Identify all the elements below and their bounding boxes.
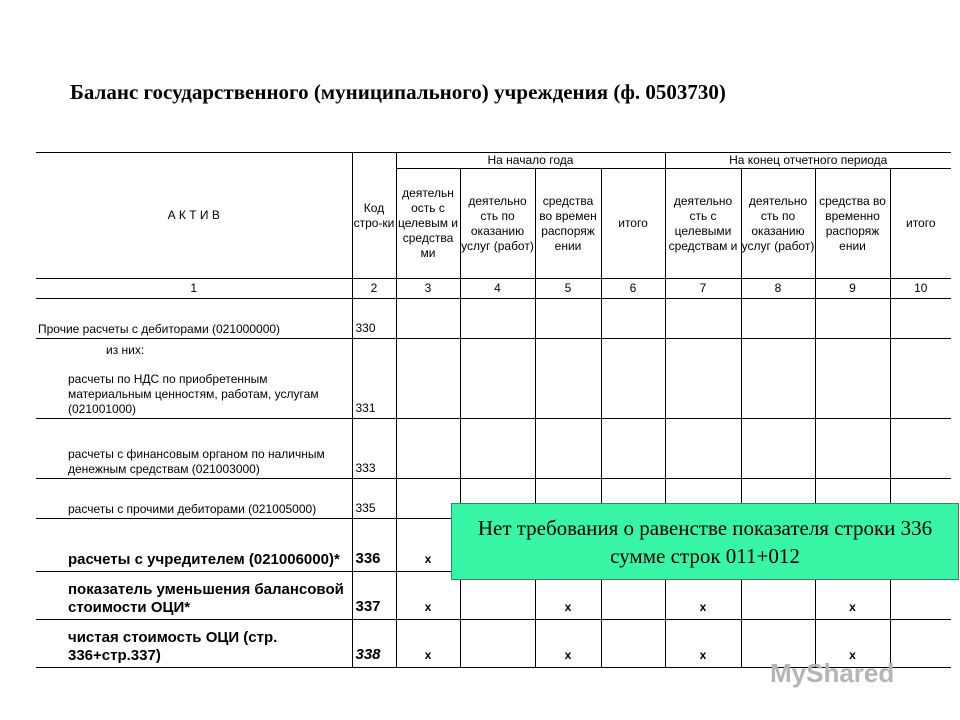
- table-row: [36, 299, 951, 339]
- row-code: 337: [352, 572, 396, 620]
- cross-mark: х: [665, 572, 741, 620]
- note-callout: Нет требования о равенстве показателя строки 336 сумме строк 011+012: [451, 503, 959, 580]
- col-number: 9: [815, 279, 890, 299]
- row-code: 330: [352, 299, 396, 339]
- row-label: расчеты с финансовым органом по наличным денежным средствам (021003000): [36, 419, 352, 479]
- row-label: расчеты с учредителем (021006000)*: [36, 519, 352, 572]
- col-services-end: деятельно сть по оказанию услуг (работ): [741, 169, 815, 279]
- header-code: Код стро-ки: [352, 153, 396, 279]
- row-label: расчеты по НДС по приобретенным материальным ценностям, работам, услугам (021001000): [36, 359, 352, 419]
- row-code: 333: [352, 419, 396, 479]
- col-number: 8: [741, 279, 815, 299]
- page-title: Баланс государственного (муниципального) учреждения (ф. 0503730): [70, 80, 726, 104]
- cross-mark: х: [396, 519, 460, 572]
- balance-table: [36, 152, 951, 668]
- col-temp-end: средства во временно распоряж ении: [815, 169, 890, 279]
- col-total: итого: [601, 169, 665, 279]
- col-number: 3: [396, 279, 460, 299]
- cross-mark: х: [535, 620, 601, 668]
- header-aktiv: А К Т И В: [36, 153, 352, 279]
- cross-mark: х: [815, 620, 890, 668]
- row-label: из них:: [36, 339, 352, 359]
- table-row: [36, 419, 951, 479]
- col-number: 2: [352, 279, 396, 299]
- row-label: показатель уменьшения балансовой стоимости ОЦИ*: [36, 572, 352, 620]
- col-target-end: деятельно сть с целевыми средствам и: [665, 169, 741, 279]
- col-number: 5: [535, 279, 601, 299]
- table-row: [36, 339, 951, 359]
- header-start: На начало года: [396, 153, 665, 169]
- cross-mark: х: [665, 620, 741, 668]
- col-total-end: итого: [890, 169, 951, 279]
- col-target: деятельн ость с целевым и средства ми: [396, 169, 460, 279]
- col-services: деятельно сть по оказанию услуг (работ): [460, 169, 535, 279]
- col-number: 10: [890, 279, 951, 299]
- col-number: 6: [601, 279, 665, 299]
- row-code: 335: [352, 479, 396, 519]
- col-number: 1: [36, 279, 352, 299]
- row-label: Прочие расчеты с дебиторами (021000000): [36, 299, 352, 339]
- row-label: расчеты с прочими дебиторами (021005000): [36, 479, 352, 519]
- header-end: На конец отчетного периода: [665, 153, 951, 169]
- cross-mark: х: [396, 572, 460, 620]
- cross-mark: х: [535, 572, 601, 620]
- watermark-logo: MyShared: [770, 658, 895, 688]
- col-number: 7: [665, 279, 741, 299]
- col-number: 4: [460, 279, 535, 299]
- row-label: чистая стоимость ОЦИ (стр. 336+стр.337): [36, 620, 352, 668]
- col-temp: средства во времен распоряж ении: [535, 169, 601, 279]
- cross-mark: х: [815, 572, 890, 620]
- row-code: 338: [352, 620, 396, 668]
- cross-mark: х: [396, 620, 460, 668]
- row-code: 336: [352, 519, 396, 572]
- row-code: 331: [352, 339, 396, 419]
